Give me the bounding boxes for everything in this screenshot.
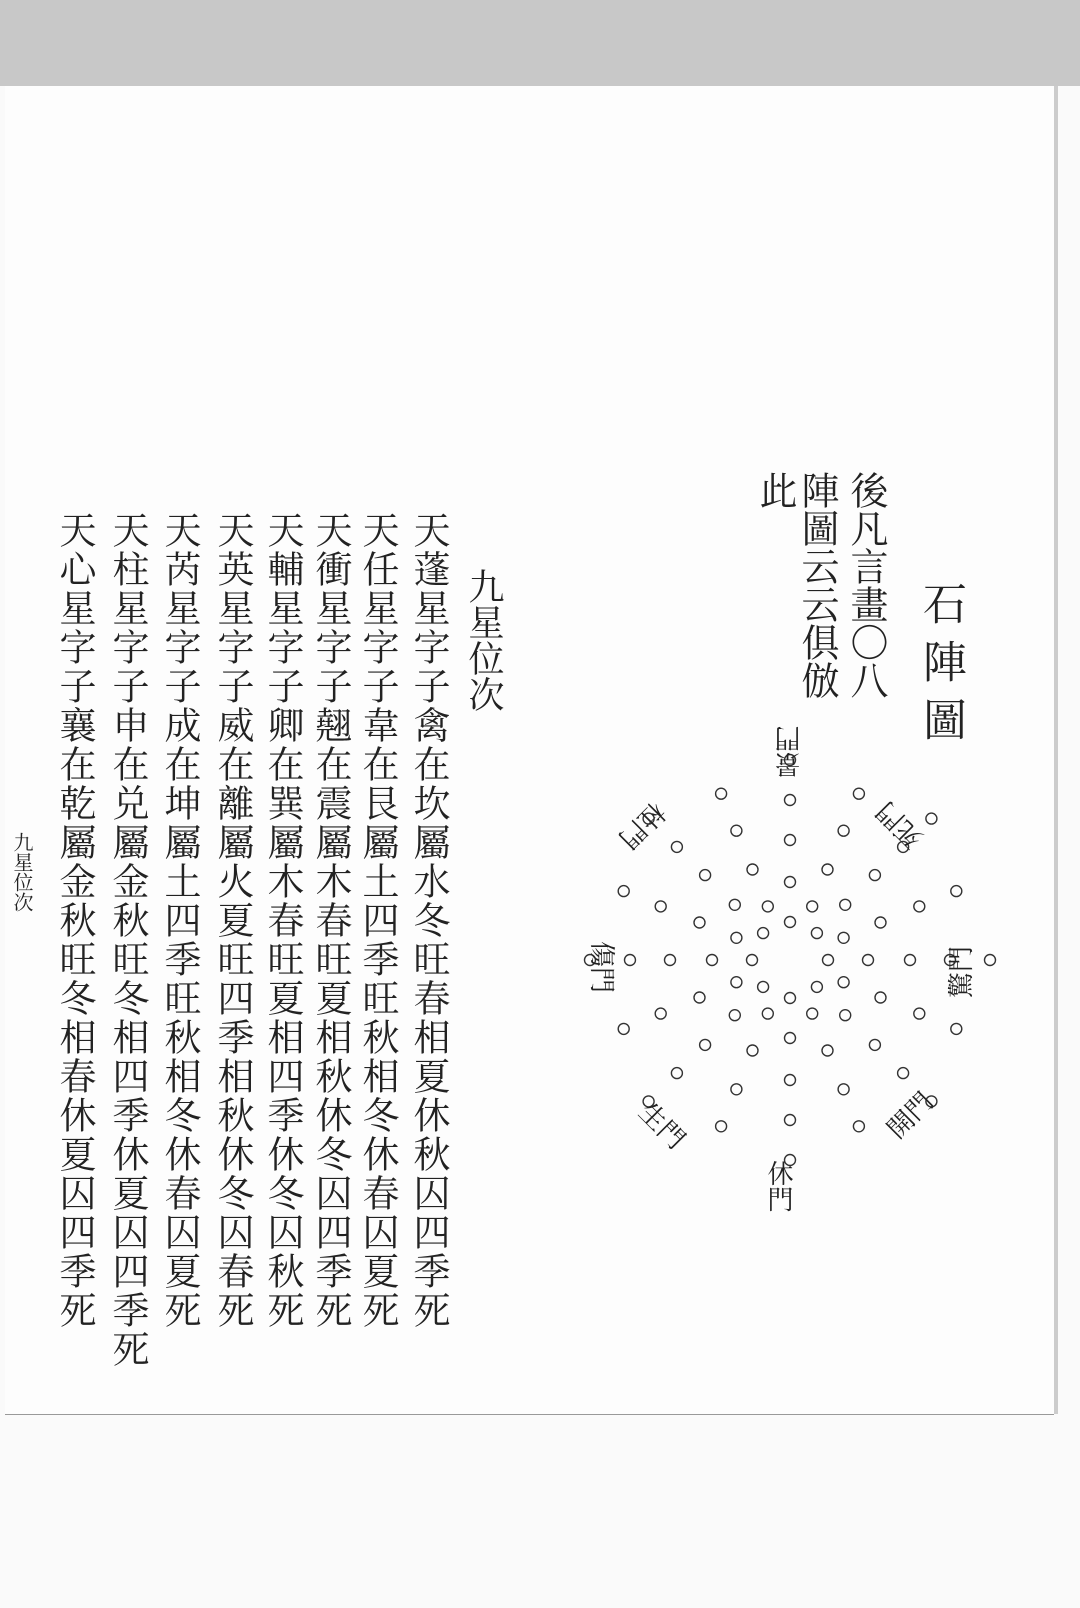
stone-array-title: 石陣圖 [915, 581, 966, 755]
stone-dot [840, 1010, 851, 1021]
stone-dot [951, 886, 962, 897]
stone-dot [905, 955, 916, 966]
stone-dot [785, 795, 796, 806]
stone-dot [785, 1115, 796, 1126]
star-row-tianrui: 天芮星字子成在坤屬土四季旺秋相冬休春囚夏死 [158, 511, 201, 1330]
stone-dot [762, 901, 773, 912]
stone-dot [838, 1084, 849, 1095]
gate-label-left: 傷門 [586, 941, 616, 994]
stone-dot [785, 835, 796, 846]
stone-dot [758, 981, 769, 992]
stone-dot [671, 1068, 682, 1079]
stone-dot [729, 1010, 740, 1021]
note-line-2: 陣圖云云俱倣 [795, 471, 839, 699]
stone-dot [875, 917, 886, 928]
stone-dot [700, 1039, 711, 1050]
stone-dot [898, 1068, 909, 1079]
gate-label-right: 驚門 [947, 945, 977, 998]
star-row-tianying: 天英星字子威在離屬火夏旺四季相秋休冬囚春死 [211, 511, 254, 1330]
stone-dot [838, 932, 849, 943]
stone-dot [694, 917, 705, 928]
stone-dot [985, 955, 996, 966]
stone-dot [716, 788, 727, 799]
star-row-tianchong: 天衝星字子翹在震屬木春旺夏相秋休冬囚四季死 [309, 511, 352, 1330]
stone-dot [785, 877, 796, 888]
stone-dot [869, 870, 880, 881]
stone-dot [762, 1008, 773, 1019]
stone-dot [729, 899, 740, 910]
stone-dot [926, 813, 937, 824]
stone-dot [655, 1008, 666, 1019]
stone-dot [665, 955, 676, 966]
stone-dot [785, 993, 796, 1004]
gate-label-bottom-left: 生門 [632, 1097, 691, 1156]
stone-dot [838, 977, 849, 988]
stone-dot [853, 788, 864, 799]
stone-dot [822, 1045, 833, 1056]
note-line-3: 此 [753, 471, 797, 509]
gate-label-top: 景門 [775, 726, 805, 778]
stone-dot [785, 1033, 796, 1044]
star-row-tianfu: 天輔星字子卿在巽屬木春旺夏相四季休冬囚秋死 [261, 511, 304, 1330]
stone-dot [625, 955, 636, 966]
gate-label-bottom-right: 開門 [881, 1086, 940, 1145]
gate-label-bottom: 休門 [763, 1160, 793, 1212]
stone-dot [716, 1121, 727, 1132]
stone-dot [869, 1039, 880, 1050]
stone-dot [731, 825, 742, 836]
nine-stars-heading: 九星位次 [463, 568, 504, 712]
stone-dot [807, 1008, 818, 1019]
stone-dot [853, 1121, 864, 1132]
stone-dot [822, 864, 833, 875]
stone-dot [811, 981, 822, 992]
stone-dot [655, 901, 666, 912]
stone-dot [823, 955, 834, 966]
stone-dot [671, 841, 682, 852]
stone-dot [758, 928, 769, 939]
stone-dot [807, 901, 818, 912]
stone-dot [618, 1023, 629, 1034]
star-row-tianpeng: 天蓬星字子禽在坎屬水冬旺春相夏休秋囚四季死 [407, 511, 450, 1330]
stone-dot [875, 992, 886, 1003]
stone-dot [914, 1008, 925, 1019]
star-row-tianren: 天任星字子韋在艮屬土四季旺秋相冬休春囚夏死 [356, 511, 399, 1330]
stone-dot [707, 955, 718, 966]
stone-dot [731, 1084, 742, 1095]
stone-dot [747, 955, 758, 966]
star-row-tianzhu: 天柱星字子申在兑屬金秋旺冬相四季休夏囚四季死 [106, 511, 149, 1369]
stone-dot [811, 928, 822, 939]
stone-dot [785, 917, 796, 928]
gate-label-top-left: 杜門 [612, 795, 671, 854]
stone-dot [840, 899, 851, 910]
stone-dot [747, 1045, 758, 1056]
stone-dot [618, 886, 629, 897]
stone-dot [747, 864, 758, 875]
stone-dot [700, 870, 711, 881]
star-row-tianxin: 天心星字子襄在乾屬金秋旺冬相春休夏囚四季死 [53, 511, 96, 1330]
note-line-1: 後凡言畫〇八 [844, 471, 888, 699]
stone-dot [863, 955, 874, 966]
margin-note: 九星位次 [10, 832, 34, 912]
stone-dot [838, 825, 849, 836]
stone-dot [731, 932, 742, 943]
gate-label-top-right: 死門 [871, 795, 930, 854]
stone-dot [951, 1023, 962, 1034]
stone-dot [694, 992, 705, 1003]
stone-dot [785, 1075, 796, 1086]
stone-dot [731, 977, 742, 988]
stone-dot [914, 901, 925, 912]
